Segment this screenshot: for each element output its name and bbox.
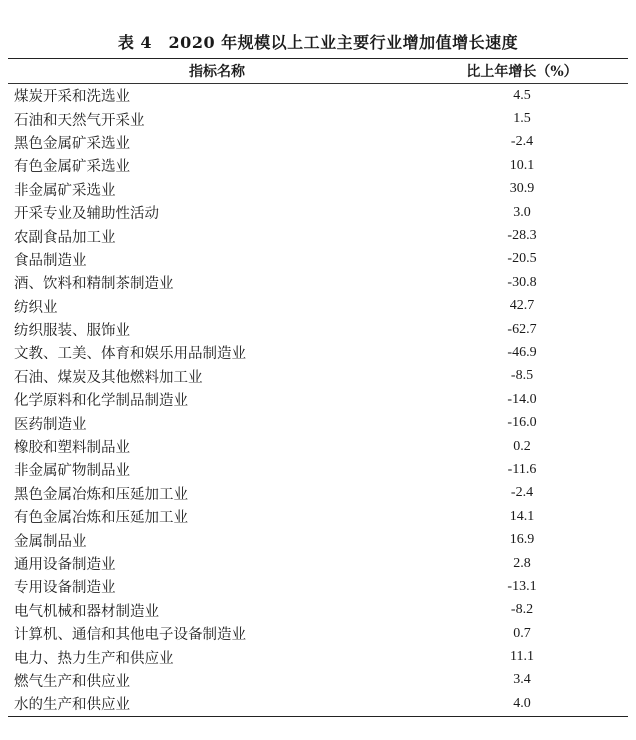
table-row	[8, 271, 628, 294]
table-row	[8, 224, 628, 247]
growth-value: 3.4	[513, 672, 531, 688]
growth-value: 11.1	[510, 649, 534, 665]
table-row	[8, 622, 628, 645]
table-row	[8, 107, 628, 130]
industry-name: 电力、热力生产和供应业	[14, 650, 174, 667]
industry-name: 计算机、通信和其他电子设备制造业	[14, 627, 246, 644]
growth-value: 0.7	[513, 625, 531, 641]
table-row	[8, 388, 628, 411]
table-body	[8, 84, 628, 716]
growth-value: 16.9	[509, 532, 535, 548]
table-row	[8, 528, 628, 551]
industry-name: 黑色金属冶炼和压延加工业	[14, 486, 188, 503]
table-row	[8, 692, 628, 715]
growth-value: 3.0	[513, 204, 531, 220]
industry-name: 黑色金属矿采选业	[14, 135, 130, 152]
industry-name: 食品制造业	[14, 252, 87, 269]
industry-name: 医药制造业	[14, 416, 87, 433]
growth-value: 10.1	[509, 157, 535, 173]
industry-name: 化学原料和化学制品制造业	[14, 393, 188, 410]
growth-value: -30.8	[507, 274, 537, 290]
industry-name: 有色金属冶炼和压延加工业	[14, 510, 188, 527]
growth-value: 4.5	[513, 87, 531, 103]
table-row	[8, 84, 628, 107]
industry-name: 橡胶和塑料制品业	[14, 440, 130, 457]
growth-value: 14.1	[509, 508, 535, 524]
growth-value: -2.4	[510, 485, 534, 501]
industry-name: 水的生产和供应业	[14, 697, 130, 714]
industry-name: 开采专业及辅助性活动	[14, 206, 159, 223]
growth-value: -8.2	[510, 602, 534, 618]
growth-value: 42.7	[509, 298, 535, 314]
industry-name: 金属制品业	[14, 533, 87, 550]
industry-name: 纺织服装、服饰业	[14, 323, 130, 340]
industry-name: 石油和天然气开采业	[14, 112, 145, 129]
table-row	[8, 365, 628, 388]
table-row	[8, 552, 628, 575]
growth-value: 30.9	[509, 181, 535, 197]
industry-name: 纺织业	[14, 299, 58, 316]
growth-value: -13.1	[507, 578, 537, 594]
table-row	[8, 341, 628, 364]
table-row	[8, 131, 628, 154]
table-row	[8, 295, 628, 318]
industry-name: 电气机械和器材制造业	[14, 603, 159, 620]
growth-value: -2.4	[510, 134, 534, 150]
table-row	[8, 248, 628, 271]
table-row	[8, 645, 628, 668]
growth-value: -11.6	[507, 461, 537, 477]
growth-value: -8.5	[510, 368, 534, 384]
growth-table	[8, 58, 628, 717]
table-row	[8, 411, 628, 434]
industry-name: 通用设备制造业	[14, 557, 116, 573]
industry-name: 非金属矿物制品业	[14, 463, 130, 480]
table-row	[8, 178, 628, 201]
growth-value: -46.9	[507, 344, 537, 360]
table-row	[8, 669, 628, 692]
table-row	[8, 435, 628, 458]
industry-name: 非金属矿采选业	[14, 182, 116, 199]
table-row	[8, 599, 628, 622]
growth-value: -20.5	[507, 251, 537, 267]
growth-value: -62.7	[507, 321, 537, 337]
table-row	[8, 458, 628, 481]
growth-value: -14.0	[507, 391, 537, 407]
table-row	[8, 505, 628, 528]
growth-value: 0.2	[513, 438, 531, 454]
table-row	[8, 482, 628, 505]
growth-value: 2.8	[513, 555, 531, 571]
table-row	[8, 575, 628, 598]
table-row	[8, 154, 628, 177]
growth-value: -28.3	[507, 228, 537, 244]
header-indicator-name: 指标名称	[189, 64, 245, 80]
table-row	[8, 318, 628, 341]
industry-name: 燃气生产和供应业	[14, 673, 130, 690]
header-growth: 比上年增长（%）	[466, 64, 578, 80]
industry-name: 有色金属矿采选业	[14, 159, 130, 176]
table-row	[8, 201, 628, 224]
industry-name: 石油、煤炭及其他燃料加工业	[14, 369, 203, 386]
industry-name: 文教、工美、体育和娱乐用品制造业	[14, 346, 246, 363]
industry-name: 专用设备制造业	[14, 580, 116, 597]
table-header	[8, 59, 628, 84]
industry-name: 酒、饮料和精制茶制造业	[14, 276, 174, 293]
industry-name: 煤炭开采和洗选业	[14, 89, 130, 106]
growth-value: 1.5	[513, 111, 531, 127]
industry-name: 农副食品加工业	[14, 229, 116, 246]
growth-value: 4.0	[513, 695, 531, 711]
table-title: 表 4 2020 年规模以上工业主要行业增加值增长速度	[117, 33, 519, 52]
growth-value: -16.0	[507, 415, 537, 431]
